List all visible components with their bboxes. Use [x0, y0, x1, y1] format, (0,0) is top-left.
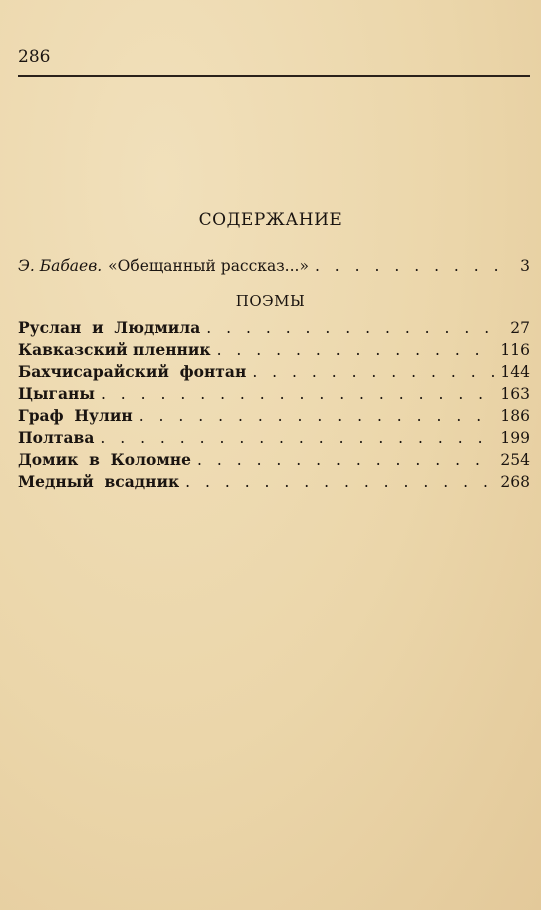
entry-page: 116: [500, 341, 530, 359]
dot-leader: [315, 257, 502, 275]
contents-heading: СОДЕРЖАНИЕ: [198, 210, 343, 230]
toc-entry: [18, 450, 530, 472]
entry-page: 268: [500, 473, 530, 491]
entry-page: 163: [500, 385, 530, 403]
dot-leader: [252, 363, 494, 381]
toc-entry: [18, 340, 530, 362]
dot-leader: [185, 473, 494, 491]
toc-entry: [18, 384, 530, 406]
page-number: 286: [18, 47, 51, 67]
toc-entry: [18, 362, 530, 384]
dot-leader: [101, 385, 494, 403]
dot-leader: [206, 319, 502, 337]
section-heading: ПОЭМЫ: [235, 292, 306, 310]
entry-title: Руслан и Людмила: [18, 318, 201, 337]
entry-page: 27: [510, 319, 530, 337]
entry-title: Кавказский пленник: [18, 340, 211, 359]
entry-title: Домик в Коломне: [18, 450, 192, 469]
entry-title: Цыганы: [18, 384, 95, 403]
entry-page: 199: [500, 429, 530, 447]
entry-title: Полтава: [18, 428, 95, 447]
entry-page: 254: [500, 451, 530, 469]
dot-leader: [139, 407, 495, 425]
toc-entry: [18, 406, 530, 428]
dot-leader: [197, 451, 494, 469]
entry-title: Граф Нулин: [18, 406, 133, 425]
dot-leader: [217, 341, 495, 359]
header-rule: [18, 75, 530, 77]
entry-page: 144: [500, 363, 530, 381]
toc-entry: [18, 472, 530, 494]
toc-entry: [18, 428, 530, 450]
entry-title: Медный всадник: [18, 472, 180, 491]
intro-author: Э. Бабаев.: [18, 257, 103, 275]
entry-title: Бахчисарайский фонтан: [18, 362, 247, 381]
intro-title: «Обещанный рассказ...»: [108, 257, 309, 275]
toc-entry: [18, 318, 530, 340]
intro-page: 3: [520, 257, 530, 275]
entry-page: 186: [500, 407, 530, 425]
toc-intro-entry: [18, 257, 530, 279]
dot-leader: [100, 429, 494, 447]
